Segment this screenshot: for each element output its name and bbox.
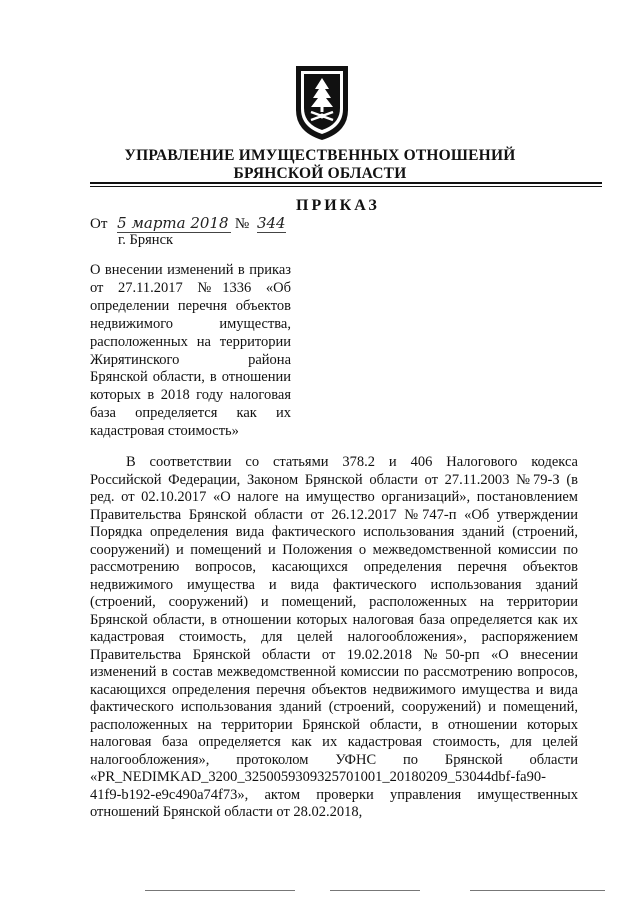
body-line: кадастровая стоимость, для целей налогообложения», распоряжением xyxy=(90,629,578,645)
organization-title-line2: БРЯНСКОЙ ОБЛАСТИ xyxy=(233,165,407,182)
header-rule-thin xyxy=(90,186,602,187)
body-line: (строений, сооружений) и помещений, расположенных на территории xyxy=(90,594,578,610)
city-label: г. Брянск xyxy=(118,232,174,248)
order-body xyxy=(90,454,578,822)
body-line: Правительства Брянской области от 19.02.2018 №50-рп «О внесении xyxy=(90,646,578,663)
body-line: налогообложения», протоколом УФНС по Брянской области xyxy=(90,751,578,768)
subject-line: база определяется как их xyxy=(90,405,291,422)
order-date-row xyxy=(90,214,286,233)
order-title: ПРИКАЗ xyxy=(296,197,380,214)
handwritten-date: 5 марта 2018 xyxy=(117,214,231,233)
subject-line: расположенных на территории xyxy=(90,333,291,350)
body-line: Правительства Брянской области от 26.12.2017 №747-п «Об утверждении xyxy=(90,506,578,523)
order-subject xyxy=(90,262,291,441)
subject-line: Жирятинского района xyxy=(90,351,291,368)
subject-line: определении перечня объектов xyxy=(90,297,291,314)
body-line: Брянской области, в отношении которых налоговая база определяется как их xyxy=(90,611,578,628)
body-line: расположенных на территории Брянской области, в отношении которых xyxy=(90,716,578,733)
body-line: изменений в состав межведомственной комиссии по рассмотрению вопросов, xyxy=(90,664,578,680)
body-line: налоговая база определяется как их кадастровая стоимость, для целей xyxy=(90,734,578,750)
body-line: рассмотрению вопросов, касающихся определения перечня объектов xyxy=(90,559,578,575)
body-line: ред. от 02.10.2017 «О налоге на имущество организаций», постановлением xyxy=(90,489,578,505)
body-line: отношений Брянской области от 28.02.2018, xyxy=(90,804,363,820)
handwritten-order-number: 344 xyxy=(256,214,286,232)
scan-artifact-line xyxy=(470,890,605,891)
subject-line: кадастровая стоимость» xyxy=(90,423,239,440)
subject-line: Брянской области, в отношении xyxy=(90,369,291,386)
body-line: касающихся определения перечня объектов недвижимого имущества и вида xyxy=(90,681,578,698)
body-line: Российской Федерации, Законом Брянской области от 27.11.2003 №79-З (в xyxy=(90,471,578,488)
body-line: недвижимого имущества и вида фактического использования зданий xyxy=(90,576,578,593)
subject-line: которых в 2018 году налоговая xyxy=(90,387,291,404)
body-line: «PR_NEDIMKAD_3200_3250059309325701001_20180209_53044dbf-fa90- xyxy=(90,769,546,785)
subject-line: от 27.11.2017 №1336 «Об xyxy=(90,279,291,296)
body-line: В соответствии со статьями 378.2 и 406 Налогового кодекса xyxy=(126,454,578,470)
subject-line: недвижимого имущества, xyxy=(90,315,291,332)
number-prefix: № xyxy=(234,216,250,232)
bryansk-coat-of-arms-icon xyxy=(293,62,351,142)
subject-line: О внесении изменений в приказ xyxy=(90,262,291,278)
header-rule-thick xyxy=(90,182,602,184)
scan-artifact-line xyxy=(330,890,420,891)
organization-title-line1: УПРАВЛЕНИЕ ИМУЩЕСТВЕННЫХ ОТНОШЕНИЙ xyxy=(124,147,516,164)
date-prefix: От xyxy=(90,216,108,232)
body-line: 41f9-b192-e9c490a74f73», актом проверки управления имущественных xyxy=(90,786,578,803)
body-line: Порядка определения вида фактического использования зданий (строений, xyxy=(90,524,578,540)
body-line: фактического использования зданий (строений, сооружений) и помещений, xyxy=(90,699,578,715)
body-line: сооружений) и помещений и Положения о межведомственной комиссии по xyxy=(90,541,578,558)
scan-artifact-line xyxy=(145,890,295,891)
